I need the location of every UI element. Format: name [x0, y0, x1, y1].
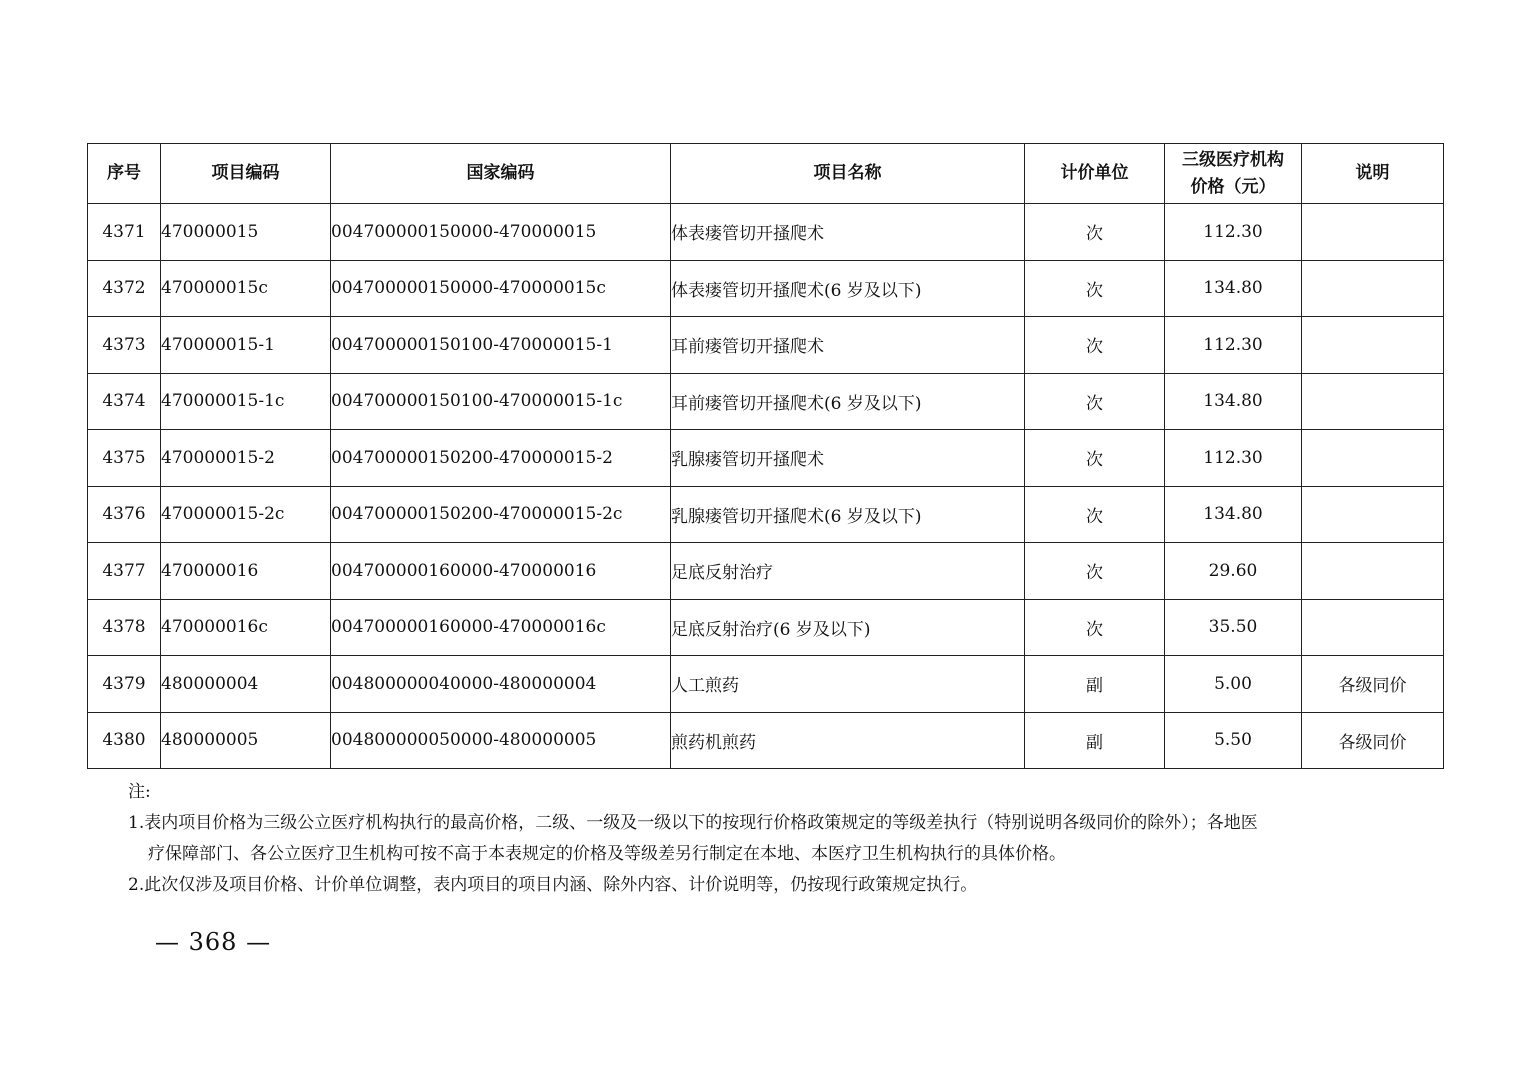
cell-description: [1302, 204, 1444, 261]
table-row: [88, 712, 1444, 769]
cell-description: [1302, 317, 1444, 374]
cell-seq: 4371: [88, 204, 161, 261]
header-item-code: 项目编码: [161, 144, 331, 204]
table-header-row: [88, 144, 1444, 204]
cell-national-code: 004700000160000-470000016: [331, 543, 671, 600]
cell-item-name: 体表瘘管切开搔爬术(6 岁及以下): [671, 260, 1025, 317]
cell-description: 各级同价: [1302, 656, 1444, 713]
cell-item-name: 耳前瘘管切开搔爬术(6 岁及以下): [671, 373, 1025, 430]
cell-national-code: 004700000160000-470000016c: [331, 599, 671, 656]
cell-item-name: 足底反射治疗: [671, 543, 1025, 600]
cell-item-code: 470000015-2: [161, 430, 331, 487]
cell-item-name: 足底反射治疗(6 岁及以下): [671, 599, 1025, 656]
cell-item-name: 耳前瘘管切开搔爬术: [671, 317, 1025, 374]
cell-unit: 次: [1025, 486, 1165, 543]
cell-item-name: 人工煎药: [671, 656, 1025, 713]
table-row: [88, 260, 1444, 317]
cell-item-code: 470000015-1: [161, 317, 331, 374]
notes-heading: 注:: [128, 782, 151, 802]
cell-item-code: 480000005: [161, 712, 331, 769]
cell-item-code: 470000015: [161, 204, 331, 261]
cell-national-code: 004700000150100-470000015-1c: [331, 373, 671, 430]
cell-description: [1302, 260, 1444, 317]
cell-seq: 4373: [88, 317, 161, 374]
cell-description: [1302, 373, 1444, 430]
cell-price: 134.80: [1165, 486, 1302, 543]
cell-item-code: 480000004: [161, 656, 331, 713]
cell-seq: 4378: [88, 599, 161, 656]
header-unit: 计价单位: [1025, 144, 1165, 204]
cell-national-code: 004700000150000-470000015c: [331, 260, 671, 317]
cell-national-code: 004800000050000-480000005: [331, 712, 671, 769]
cell-price: 5.50: [1165, 712, 1302, 769]
cell-unit: 副: [1025, 712, 1165, 769]
table-row: [88, 317, 1444, 374]
cell-unit: 副: [1025, 656, 1165, 713]
cell-price: 112.30: [1165, 317, 1302, 374]
note-2: 2.此次仅涉及项目价格、计价单位调整，表内项目的项目内涵、除外内容、计价说明等，仍按现行政策规定执行。: [128, 875, 978, 895]
cell-item-code: 470000015-2c: [161, 486, 331, 543]
table-row: [88, 486, 1444, 543]
cell-national-code: 004700000150200-470000015-2c: [331, 486, 671, 543]
cell-price: 5.00: [1165, 656, 1302, 713]
table-row: [88, 543, 1444, 600]
notes: [128, 777, 1418, 901]
cell-description: [1302, 430, 1444, 487]
header-seq: 序号: [88, 144, 161, 204]
cell-seq: 4379: [88, 656, 161, 713]
cell-seq: 4374: [88, 373, 161, 430]
cell-national-code: 004700000150100-470000015-1: [331, 317, 671, 374]
cell-price: 112.30: [1165, 204, 1302, 261]
cell-unit: 次: [1025, 543, 1165, 600]
cell-seq: 4376: [88, 486, 161, 543]
cell-item-name: 乳腺瘘管切开搔爬术(6 岁及以下): [671, 486, 1025, 543]
cell-item-code: 470000016: [161, 543, 331, 600]
note-1-line-2: 疗保障部门、各公立医疗卫生机构可按不高于本表规定的价格及等级差另行制定在本地、本医疗卫生机构执行的具体价格。: [148, 844, 1066, 864]
cell-item-name: 乳腺瘘管切开搔爬术: [671, 430, 1025, 487]
header-item-name: 项目名称: [671, 144, 1025, 204]
cell-item-code: 470000015-1c: [161, 373, 331, 430]
price-table: [87, 143, 1444, 769]
table-row: [88, 656, 1444, 713]
cell-national-code: 004800000040000-480000004: [331, 656, 671, 713]
table-row: [88, 204, 1444, 261]
cell-description: 各级同价: [1302, 712, 1444, 769]
cell-item-name: 体表瘘管切开搔爬术: [671, 204, 1025, 261]
cell-unit: 次: [1025, 599, 1165, 656]
table-row: [88, 430, 1444, 487]
page-number: — 368 —: [155, 928, 272, 956]
table-row: [88, 373, 1444, 430]
cell-unit: 次: [1025, 260, 1165, 317]
cell-seq: 4380: [88, 712, 161, 769]
cell-seq: 4375: [88, 430, 161, 487]
cell-unit: 次: [1025, 373, 1165, 430]
note-1-line-1: 1.表内项目价格为三级公立医疗机构执行的最高价格，二级、一级及一级以下的按现行价格政策规定的等级差执行（特别说明各级同价的除外）；各地医: [128, 813, 1258, 833]
cell-national-code: 004700000150200-470000015-2: [331, 430, 671, 487]
table-body: [88, 204, 1444, 769]
cell-item-code: 470000015c: [161, 260, 331, 317]
cell-description: [1302, 599, 1444, 656]
header-price: [1165, 144, 1302, 204]
header-national-code: 国家编码: [331, 144, 671, 204]
cell-description: [1302, 543, 1444, 600]
cell-seq: 4377: [88, 543, 161, 600]
header-price-line2: 价格（元）: [1190, 176, 1276, 197]
cell-item-name: 煎药机煎药: [671, 712, 1025, 769]
cell-price: 29.60: [1165, 543, 1302, 600]
cell-price: 35.50: [1165, 599, 1302, 656]
cell-unit: 次: [1025, 317, 1165, 374]
cell-price: 134.80: [1165, 260, 1302, 317]
cell-unit: 次: [1025, 204, 1165, 261]
cell-price: 112.30: [1165, 430, 1302, 487]
header-description: 说明: [1302, 144, 1444, 204]
table-row: [88, 599, 1444, 656]
cell-item-code: 470000016c: [161, 599, 331, 656]
cell-price: 134.80: [1165, 373, 1302, 430]
cell-seq: 4372: [88, 260, 161, 317]
header-price-line1: 三级医疗机构: [1182, 149, 1284, 170]
cell-national-code: 004700000150000-470000015: [331, 204, 671, 261]
cell-unit: 次: [1025, 430, 1165, 487]
cell-description: [1302, 486, 1444, 543]
